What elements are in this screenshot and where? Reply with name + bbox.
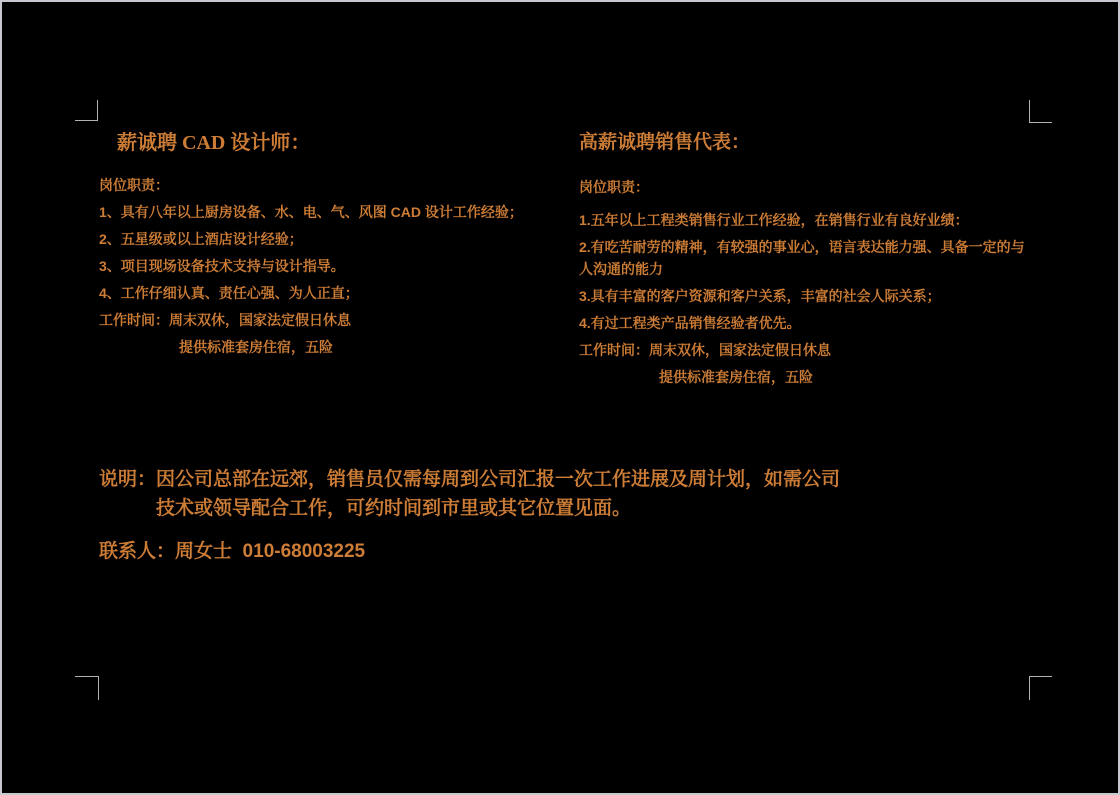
- duty-line: 3.具有丰富的客户资源和客户关系，丰富的社会人际关系；: [579, 288, 941, 304]
- crop-mark-bottom-left: [75, 676, 99, 700]
- duty-line: 3、项目现场设备技术支持与设计指导。: [99, 258, 345, 274]
- work-hours-line: 工作时间：周末双休，国家法定假日休息: [99, 312, 351, 328]
- crop-mark-bottom-right: [1029, 676, 1052, 700]
- duty-line: 4、工作仔细认真、责任心强、为人正直；: [99, 285, 359, 301]
- benefits-line: 提供标准套房住宿，五险: [659, 369, 813, 385]
- duty-line: 2、五星级或以上酒店设计经验；: [99, 231, 303, 247]
- sales-rep-section: [579, 132, 1037, 393]
- duty-line: 1、具有八年以上厨房设备、水、电、气、风图 CAD 设计工作经验；: [99, 204, 523, 220]
- note-line-1: 说明：因公司总部在远郊，销售员仅需每周到公司汇报一次工作进展及周计划，如需公司: [99, 469, 841, 490]
- footer-notes: [99, 465, 909, 566]
- job-title-cad-designer: 薪诚聘 CAD 设计师：: [117, 132, 311, 154]
- work-hours-line: 工作时间：周末双休，国家法定假日休息: [579, 342, 831, 358]
- duty-line: 1.五年以上工程类销售行业工作经验，在销售行业有良好业绩：: [579, 212, 969, 228]
- job-title-sales-rep: 高薪诚聘销售代表：: [579, 132, 751, 153]
- cad-designer-section: [99, 132, 547, 363]
- duty-line: 2.有吃苦耐劳的精神，有较强的事业心，语言表达能力强、具备一定的与人沟通的能力: [579, 239, 1025, 277]
- section-label-duties: 岗位职责：: [579, 179, 649, 195]
- crop-mark-top-left: [75, 100, 98, 121]
- benefits-line: 提供标准套房住宿，五险: [179, 339, 333, 355]
- crop-mark-top-right: [1029, 100, 1052, 123]
- section-label-duties: 岗位职责：: [99, 177, 169, 193]
- contact-line: 联系人：周女士 010-68003225: [99, 541, 366, 562]
- duty-line: 4.有过工程类产品销售经验者优先。: [579, 315, 801, 331]
- note-line-2: 技术或领导配合工作，可约时间到市里或其它位置见面。: [156, 498, 632, 519]
